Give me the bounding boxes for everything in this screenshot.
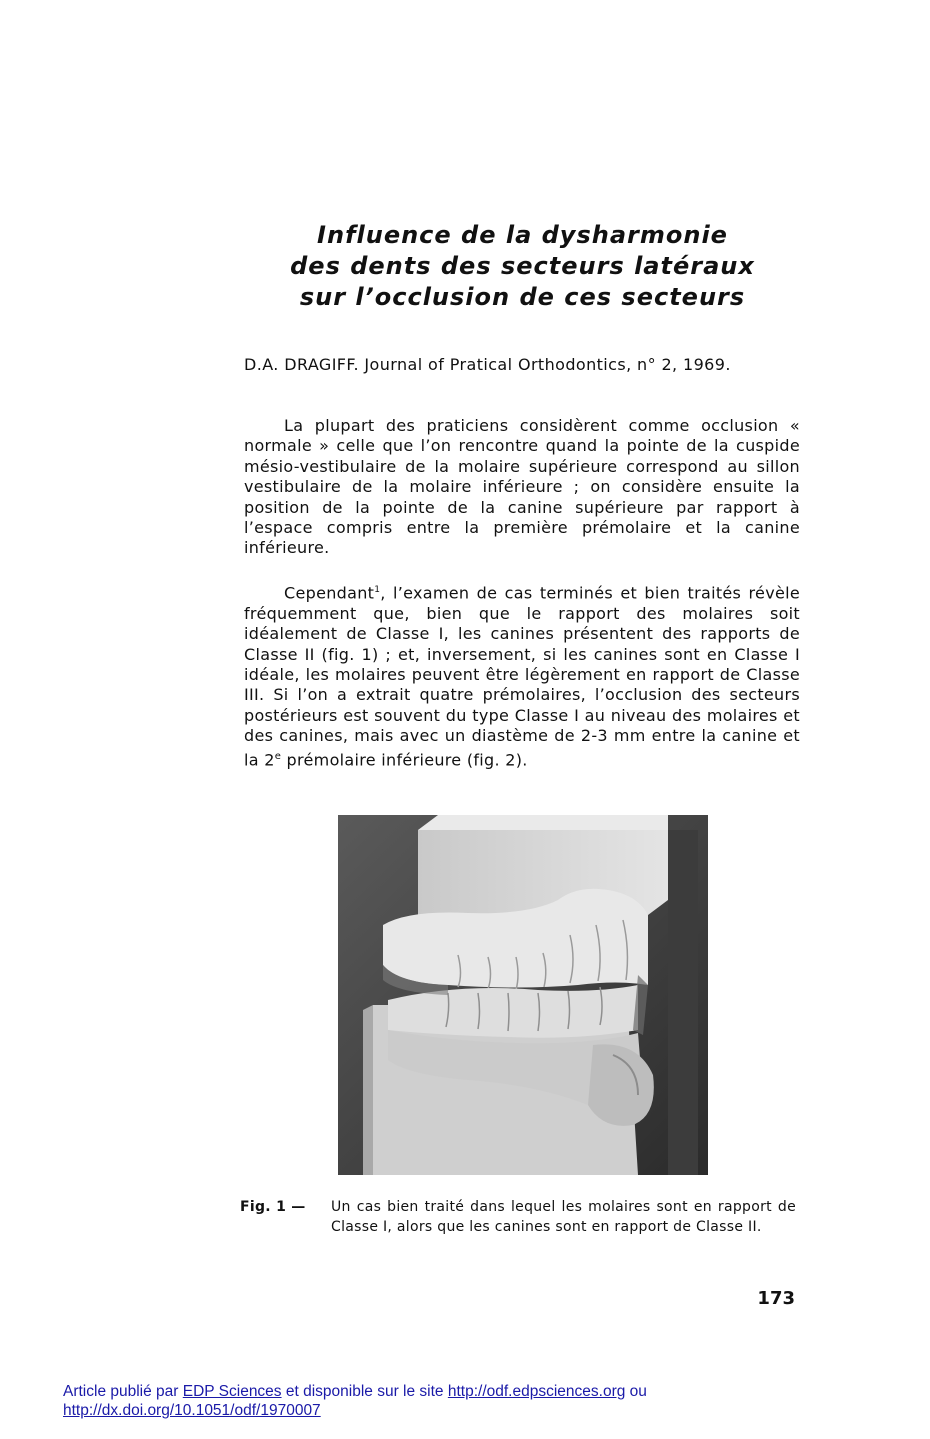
caption-label: Fig. 1 — (240, 1199, 306, 1215)
citation: D.A. DRAGIFF. Journal of Pratical Orthodontics, n° 2, 1969. (244, 355, 731, 374)
paragraph-2-end: prémolaire inférieure (fig. 2). (281, 749, 528, 769)
paragraph-1 (244, 416, 800, 559)
journal-site-link[interactable]: http://odf.edpsciences.org (447, 1383, 626, 1400)
caption-text: Un cas bien traité dans lequel les molaires sont en rapport de Classe I, alors que les canines sont en rapport de Classe II. (331, 1199, 796, 1235)
title-line-2: des dents des secteurs latéraux (290, 252, 755, 280)
edp-sciences-link[interactable]: EDP Sciences (182, 1383, 282, 1400)
page-number: 173 (757, 1288, 795, 1309)
publisher-footer (63, 1382, 823, 1420)
footer-suffix: ou (625, 1383, 647, 1400)
dental-cast-photo (338, 815, 708, 1175)
doi-link[interactable]: http://dx.doi.org/10.1051/odf/1970007 (63, 1402, 321, 1419)
footer-middle: et disponible sur le site (281, 1383, 448, 1400)
paragraph-1-text: La plupart des praticiens considèrent comme occlusion « normale » celle que l’on rencontre quand la pointe de la cuspide mésio-vestibulaire de la molaire supérieure correspond au sillon vestibulaire de la molaire inférieure ; on considère ensuite la position de la pointe de la canine supérieure par rapport à l’espace compris entre la première prémolaire et la canine inférieure. (244, 416, 800, 558)
paragraph-2 (244, 580, 800, 770)
ordinal-superscript: e (274, 750, 282, 762)
paragraph-2-middle: , l’examen de cas terminés et bien traités révèle fréquemment que, bien que le rapport des molaires soit idéalement de Classe I, les canines présentent des rapports de Classe II (fig. 1) ; et, inversement, si les canines sont en Classe I idéale, les molaires peuvent être légèrement en rapport de Classe III. Si l’on a extrait quatre prémolaires, l’occlusion des secteurs postérieurs est souvent du type Classe I au niveau des molaires et des canines, mais avec un diastème de 2-3 mm entre la canine et la 2 (244, 583, 800, 769)
footer-prefix: Article publié par (63, 1383, 183, 1400)
title-line-1: Influence de la dysharmonie (317, 221, 728, 249)
footnote-marker: 1 (374, 585, 381, 595)
title-line-3: sur l’occlusion de ces secteurs (299, 283, 746, 311)
paragraph-2-start: Cependant (284, 583, 375, 603)
figure-1-photo (338, 815, 708, 1175)
article-title (240, 220, 805, 313)
